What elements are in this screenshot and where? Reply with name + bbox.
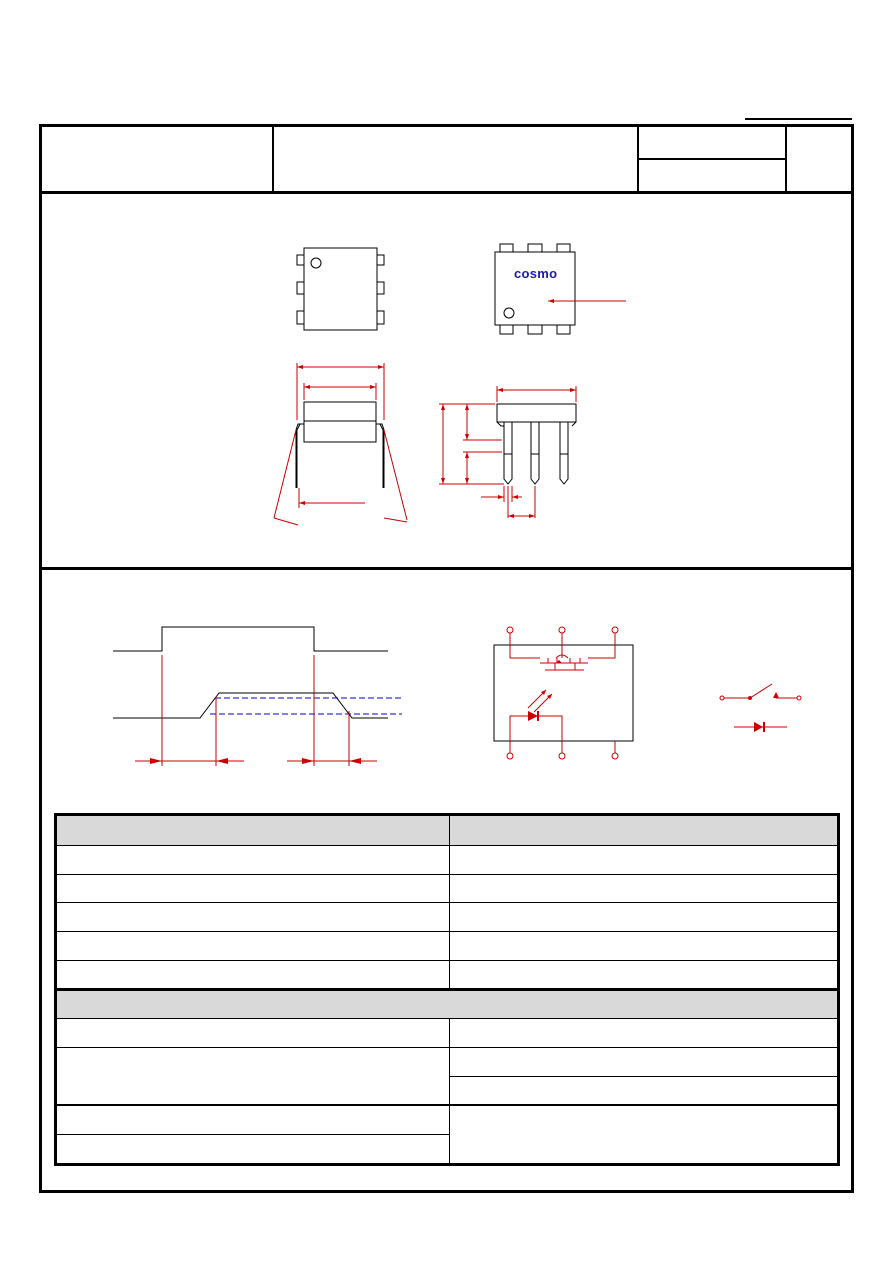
table-cell [450, 1076, 839, 1105]
table-cell [56, 931, 450, 960]
timing-waveform [113, 627, 402, 766]
table-cell [56, 874, 450, 903]
table-subheader-row [56, 990, 839, 1019]
package-marking-view [495, 244, 575, 334]
table-row [56, 960, 839, 990]
diode-symbol [734, 722, 787, 732]
table-header-cell [450, 815, 839, 846]
switch-symbol [720, 684, 801, 700]
table-cell [56, 1105, 450, 1134]
package-end-view [439, 386, 576, 518]
brand-label: cosmo [514, 266, 558, 281]
table-row [56, 1019, 839, 1048]
table-cell [450, 931, 839, 960]
internal-circuit-diagram [494, 627, 633, 759]
table-cell [450, 1105, 839, 1164]
table-cell [56, 1135, 450, 1165]
table-row [56, 931, 839, 960]
package-side-view [274, 363, 407, 525]
table-row [56, 845, 839, 874]
table-subheader-cell [56, 990, 839, 1019]
table-header-row [56, 815, 839, 846]
table-cell [56, 903, 450, 932]
spec-table [54, 813, 840, 1166]
table-cell [450, 960, 839, 990]
table-cell [450, 903, 839, 932]
table-header-cell [56, 815, 450, 846]
table-cell [56, 1019, 450, 1048]
table-row [56, 874, 839, 903]
table-cell [450, 845, 839, 874]
table-row [56, 1105, 839, 1134]
table-cell [450, 1047, 839, 1076]
table-row [56, 903, 839, 932]
table-cell [56, 960, 450, 990]
table-cell [56, 845, 450, 874]
package-top-view [297, 248, 384, 330]
table-cell [450, 874, 839, 903]
arrow-icon [548, 299, 554, 303]
table-cell [56, 1047, 450, 1105]
table-row [56, 1047, 839, 1076]
table-cell [450, 1019, 839, 1048]
